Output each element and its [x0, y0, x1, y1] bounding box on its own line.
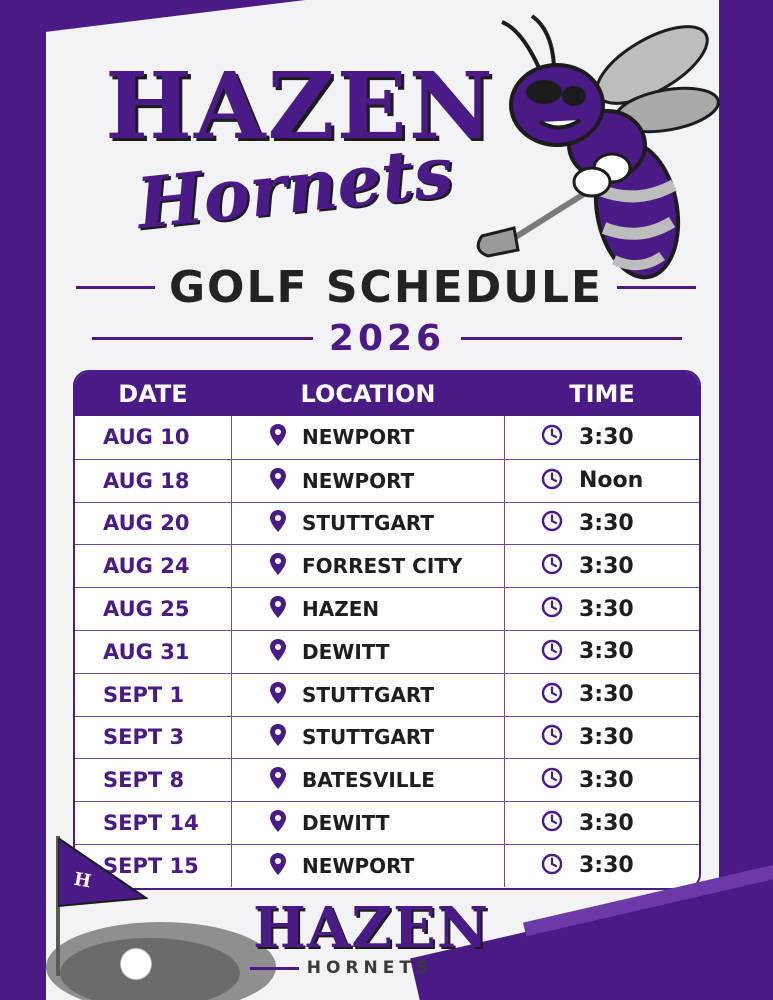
- footer-team-name: HORNETS: [306, 958, 434, 978]
- divider-line: [92, 337, 313, 340]
- event-date: SEPT 8: [103, 768, 185, 793]
- event-location: BATESVILLE: [302, 768, 435, 793]
- table-body: [75, 416, 699, 887]
- event-date: AUG 24: [103, 554, 190, 579]
- event-time-cell: [505, 553, 699, 579]
- event-time-cell: [505, 424, 699, 450]
- event-date: AUG 31: [103, 639, 190, 664]
- schedule-title-row: [76, 262, 696, 313]
- clock-icon: [541, 810, 563, 836]
- event-location: NEWPORT: [302, 468, 415, 493]
- golf-ball-icon: [120, 948, 152, 980]
- divider-line: [461, 337, 682, 340]
- event-time-cell: [505, 853, 699, 879]
- clock-icon: [541, 639, 563, 665]
- event-location: FORREST CITY: [302, 554, 463, 579]
- clock-icon: [541, 553, 563, 579]
- table-row: [75, 844, 699, 887]
- table-row: [75, 502, 699, 545]
- event-date: AUG 25: [103, 597, 190, 622]
- event-date: SEPT 15: [103, 853, 199, 878]
- hornet-mascot-icon: [462, 10, 722, 290]
- footer-school-name: HAZEN: [252, 895, 490, 961]
- event-location-cell: [231, 545, 505, 587]
- school-name-title: HAZEN: [105, 52, 495, 160]
- event-location: NEWPORT: [302, 425, 415, 450]
- table-row: [75, 716, 699, 759]
- event-location-cell: [231, 674, 505, 716]
- table-row: [75, 673, 699, 716]
- location-pin-icon: [270, 553, 286, 579]
- event-time-cell: [505, 682, 699, 708]
- column-header-time: TIME: [569, 380, 635, 408]
- table-row: [75, 544, 699, 587]
- event-time-cell: [505, 639, 699, 665]
- table-row: [75, 801, 699, 844]
- event-date: AUG 18: [103, 468, 190, 493]
- event-time-cell: [505, 767, 699, 793]
- event-time: 3:30: [579, 553, 634, 579]
- event-location: DEWITT: [302, 811, 390, 836]
- flag-letter: H: [72, 868, 93, 893]
- clock-icon: [541, 724, 563, 750]
- table-header: [75, 372, 699, 416]
- location-pin-icon: [270, 424, 286, 450]
- event-location-cell: [231, 759, 505, 801]
- year-row: [92, 318, 682, 359]
- event-location-cell: [231, 845, 505, 887]
- column-header-location: LOCATION: [300, 380, 436, 408]
- footer-team-row: [250, 958, 490, 978]
- event-location-cell: [231, 631, 505, 673]
- location-pin-icon: [270, 682, 286, 708]
- location-pin-icon: [270, 853, 286, 879]
- event-time: 3:30: [579, 810, 634, 836]
- event-time: 3:30: [579, 724, 634, 750]
- event-location-cell: [231, 460, 505, 502]
- event-time: 3:30: [579, 596, 634, 622]
- event-time: 3:30: [579, 767, 634, 793]
- event-location-cell: [231, 802, 505, 844]
- event-time-cell: [505, 724, 699, 750]
- event-time: 3:30: [579, 510, 634, 536]
- divider-line: [617, 286, 696, 289]
- clock-icon: [541, 510, 563, 536]
- table-row: [75, 758, 699, 801]
- location-pin-icon: [270, 468, 286, 494]
- divider-line: [441, 967, 490, 970]
- table-row: [75, 630, 699, 673]
- event-time: 3:30: [579, 424, 634, 450]
- table-row: [75, 459, 699, 502]
- table-row: [75, 416, 699, 459]
- golf-flag-icon: [58, 838, 148, 908]
- event-time: 3:30: [579, 853, 634, 879]
- clock-icon: [541, 424, 563, 450]
- event-location: NEWPORT: [302, 853, 415, 878]
- location-pin-icon: [270, 810, 286, 836]
- schedule-title: GOLF SCHEDULE: [168, 262, 604, 313]
- schedule-table: [73, 370, 701, 890]
- divider-line: [250, 967, 299, 970]
- location-pin-icon: [270, 724, 286, 750]
- event-time: 3:30: [579, 682, 634, 708]
- event-date: SEPT 14: [103, 811, 199, 836]
- event-location-cell: [231, 503, 505, 545]
- event-location-cell: [231, 588, 505, 630]
- event-time: 3:30: [579, 639, 634, 665]
- event-location: STUTTGART: [302, 511, 435, 536]
- event-location: DEWITT: [302, 639, 390, 664]
- event-time-cell: [505, 510, 699, 536]
- event-time: Noon: [579, 468, 644, 494]
- event-time-cell: [505, 468, 699, 494]
- team-name-script: Hornets: [133, 129, 457, 246]
- location-pin-icon: [270, 596, 286, 622]
- clock-icon: [541, 853, 563, 879]
- clock-icon: [541, 468, 563, 494]
- event-location: STUTTGART: [302, 682, 435, 707]
- event-location-cell: [231, 717, 505, 759]
- divider-line: [76, 286, 155, 289]
- event-date: AUG 10: [103, 425, 190, 450]
- event-time-cell: [505, 596, 699, 622]
- clock-icon: [541, 682, 563, 708]
- event-date: SEPT 3: [103, 725, 185, 750]
- clock-icon: [541, 596, 563, 622]
- event-time-cell: [505, 810, 699, 836]
- column-header-date: DATE: [118, 380, 188, 408]
- event-location-cell: [231, 416, 505, 459]
- event-date: AUG 20: [103, 511, 190, 536]
- event-location: HAZEN: [302, 597, 380, 622]
- table-row: [75, 587, 699, 630]
- location-pin-icon: [270, 767, 286, 793]
- season-year: 2026: [328, 318, 446, 359]
- location-pin-icon: [270, 639, 286, 665]
- clock-icon: [541, 767, 563, 793]
- event-location: STUTTGART: [302, 725, 435, 750]
- location-pin-icon: [270, 510, 286, 536]
- event-date: SEPT 1: [103, 682, 185, 707]
